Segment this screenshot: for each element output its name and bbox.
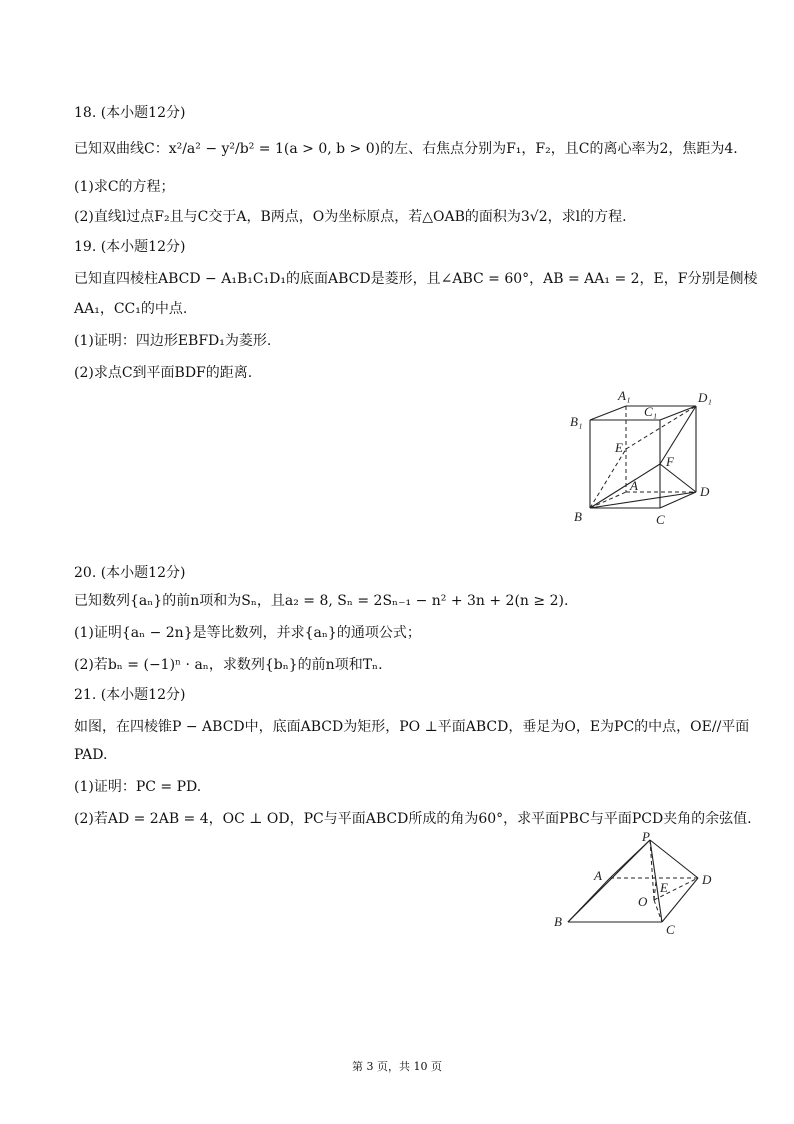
problem-19-part1: (1)证明：四边形EBFD₁为菱形.	[74, 333, 272, 349]
edge-B1A1	[590, 406, 626, 420]
problem-20-statement: 已知数列{aₙ}的前n项和为Sₙ，且a₂ = 8, Sₙ = 2Sₙ₋₁ − n² + 3n + 2(n ≥ 2).	[74, 593, 569, 609]
label-A: A	[594, 868, 602, 883]
label-O: O	[638, 894, 648, 909]
segment-ED1-hidden	[626, 406, 696, 449]
problem-18-part1: (1)求C的方程；	[74, 179, 175, 195]
label-D: D	[700, 484, 710, 499]
edge-PA	[610, 840, 650, 878]
segment-BF	[590, 464, 660, 508]
label-E: E	[660, 880, 668, 895]
problem-20-part1: (1)证明{aₙ − 2n}是等比数列，并求{aₙ}的通项公式；	[74, 625, 421, 641]
label-B: B	[574, 509, 582, 524]
problem-21-part1: (1)证明：PC = PD.	[74, 779, 202, 795]
problem-21-header: 21. (本小题12分)	[74, 687, 186, 703]
label-F: F	[666, 454, 674, 469]
problem-18-part2: (2)直线l过点F₂且与C交于A，B两点，O为坐标原点，若△OAB的面积为3√2，求l的方程.	[74, 209, 627, 225]
problem-18-statement: 已知双曲线C：x²/a² − y²/b² = 1(a > 0, b > 0)的左、右焦点分别为F₁，F₂，且C的离心率为2，焦距为4.	[74, 141, 738, 157]
label-B1: B₁	[570, 414, 583, 429]
segment-BD	[590, 492, 696, 508]
label-C: C	[666, 922, 675, 937]
problem-21-statement: 如图，在四棱锥P − ABCD中，底面ABCD为矩形，PO ⊥平面ABCD，垂足为O，E为PC的中点，OE//平面	[74, 719, 750, 735]
problem-21-part2: (2)若AD = 2AB = 4，OC ⊥ OD，PC与平面ABCD所成的角为60°，求平面PBC与平面PCD夹角的余弦值.	[74, 811, 752, 827]
label-C1: C₁	[644, 404, 658, 419]
problem-18-header: 18. (本小题12分)	[74, 105, 186, 121]
label-P: P	[642, 829, 650, 844]
problem-19-statement: 已知直四棱柱ABCD − A₁B₁C₁D₁的底面ABCD是菱形，且∠ABC = 60°，AB = AA₁ = 2，E，F分别是侧棱	[74, 271, 758, 287]
segment-OE-hidden	[654, 881, 656, 900]
label-A1: A₁	[618, 388, 631, 403]
label-A: A	[630, 478, 638, 493]
edge-PD	[650, 840, 698, 878]
segment-BE-hidden	[590, 449, 626, 508]
edge-C1D1	[660, 406, 696, 420]
problem-19-header: 19. (本小题12分)	[74, 239, 186, 255]
problem-19-statement-cont: AA₁，CC₁的中点.	[74, 301, 188, 317]
label-C: C	[656, 512, 665, 527]
label-B: B	[554, 914, 562, 929]
label-D: D	[702, 872, 712, 887]
problem-21-statement-cont: PAD.	[74, 747, 108, 763]
problem-20-header: 20. (本小题12分)	[74, 565, 186, 581]
problem-19-part2: (2)求点C到平面BDF的距离.	[74, 365, 253, 381]
pyramid-figure	[548, 828, 728, 940]
label-E: E	[615, 440, 623, 455]
segment-PO-hidden	[650, 840, 654, 900]
prism-figure	[560, 384, 730, 530]
label-D1: D₁	[698, 390, 712, 405]
page-footer: 第 3 页，共 10 页	[352, 1060, 442, 1073]
problem-20-part2: (2)若bₙ = (−1)ⁿ · aₙ，求数列{bₙ}的前n项和Tₙ.	[74, 657, 383, 673]
